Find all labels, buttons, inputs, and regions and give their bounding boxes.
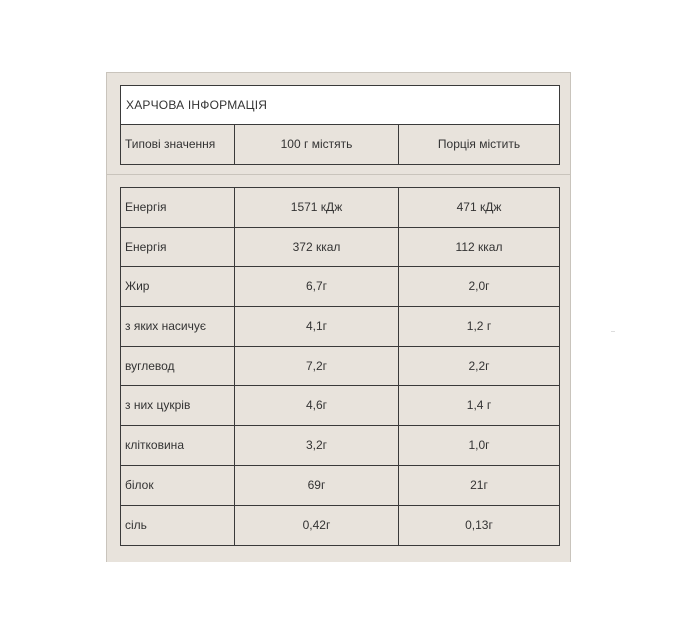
value-per-portion: 21г [470, 477, 488, 492]
table-row [121, 347, 559, 387]
nutrient-name: з яких насичує [121, 307, 235, 346]
column-header-typical: Типові значення [121, 125, 235, 164]
value-per-100g: 6,7г [235, 267, 399, 306]
value-per-portion: 112 ккал [455, 239, 503, 254]
table-row [121, 307, 559, 347]
value-per-100g: 372 ккал [235, 228, 399, 267]
value-per-portion: 1,2 г [466, 319, 492, 334]
nutrient-name: клітковина [121, 426, 235, 465]
stray-mark [611, 331, 615, 332]
value-per-100g: 3,2г [235, 426, 399, 465]
section-divider [107, 174, 570, 175]
table-row [121, 466, 559, 506]
value-per-100g: 1571 кДж [235, 188, 399, 227]
table-row [121, 228, 559, 268]
nutrition-panel [106, 72, 571, 562]
nutrient-name: Жир [121, 267, 235, 306]
table-row [121, 386, 559, 426]
value-per-portion: 1,0г [468, 438, 490, 453]
value-per-100g: 0,42г [235, 506, 399, 546]
nutrient-name: Енергія [121, 228, 235, 267]
value-per-100g: 4,6г [235, 386, 399, 425]
column-header-per-100g: 100 г містять [235, 125, 399, 164]
value-per-100g: 4,1г [235, 307, 399, 346]
value-per-portion: 2,0г [468, 279, 490, 294]
value-per-100g: 7,2г [235, 347, 399, 386]
value-per-portion: 1,4 г [466, 398, 492, 413]
table-row [121, 267, 559, 307]
nutrition-header [120, 85, 560, 165]
nutrient-name: сіль [121, 506, 235, 546]
nutrient-name: Енергія [121, 188, 235, 227]
table-row [121, 506, 559, 546]
nutrient-name: з них цукрів [121, 386, 235, 425]
table-row [121, 188, 559, 228]
nutrition-table [120, 187, 560, 546]
value-per-portion: 0,13г [465, 517, 493, 532]
nutrient-name: білок [121, 466, 235, 505]
nutrient-name: вуглевод [121, 347, 235, 386]
value-per-portion: 471 кДж [456, 200, 502, 214]
table-row [121, 426, 559, 466]
value-per-100g: 69г [235, 466, 399, 505]
value-per-portion: 2,2г [468, 358, 490, 373]
column-header-per-portion: Порція містить [437, 137, 521, 151]
column-header-row [121, 125, 559, 164]
nutrition-title: ХАРЧОВА ІНФОРМАЦІЯ [121, 86, 559, 125]
